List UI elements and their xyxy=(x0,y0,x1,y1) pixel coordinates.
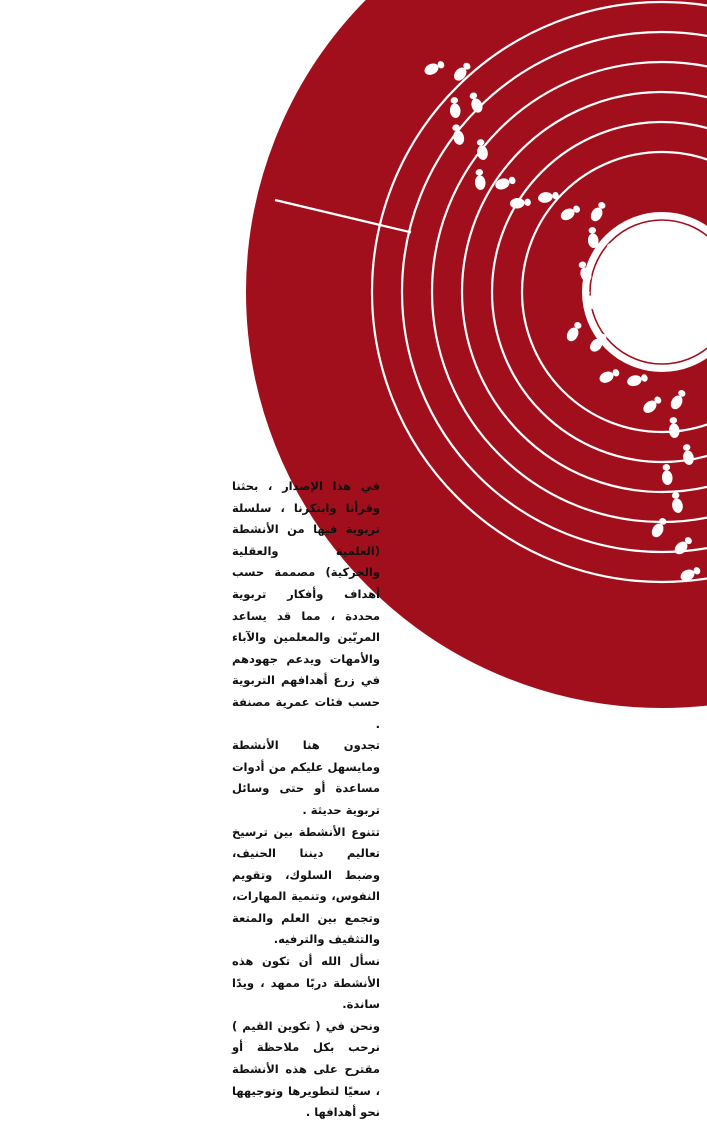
intro-paragraph: نسأل الله أن تكون هذه الأنشطة دربًا ممهد ، ويدًا ساندة. xyxy=(232,954,380,1012)
track-inner-rim xyxy=(590,220,707,364)
intro-paragraph: تجدون هنا الأنشطة ومايسهل عليكم من أدوات مساعدة أو حتى وسائل تربوية حديثة . xyxy=(232,738,380,817)
intro-paragraph: تتنوع الأنشطة بين ترسيخ تعاليم ديننا الحنيف، وضبط السلوك، وتقويم النفوس، وتنمية المهارات، وتجمع بين العلم والمتعة والتثقيف والترفيه. xyxy=(232,824,380,947)
intro-paragraph: في هذا الإصدار ، بحثنا وقرأنا وابتكرنا ، سلسلة تربوية فيها من الأنشطة (العلمية والعقلية والحركية) مصممة حسب أهداف وأفكار تربوية محددة ، مما قد يساعد المربّين والمعلمين والآباء والأمهات ويدعم جهودهم في زرع أهدافهم التربوية حسب فئات عمرية مصنفة . xyxy=(232,479,380,731)
intro-text xyxy=(232,476,380,1124)
intro-paragraph: ونحن في ( تكوين القيم ) نرحب بكل ملاحظة أو مقترح على هذه الأنشطة ، سعيًا لتطويرها وتوجيهها نحو أهدافها . xyxy=(232,1018,380,1120)
